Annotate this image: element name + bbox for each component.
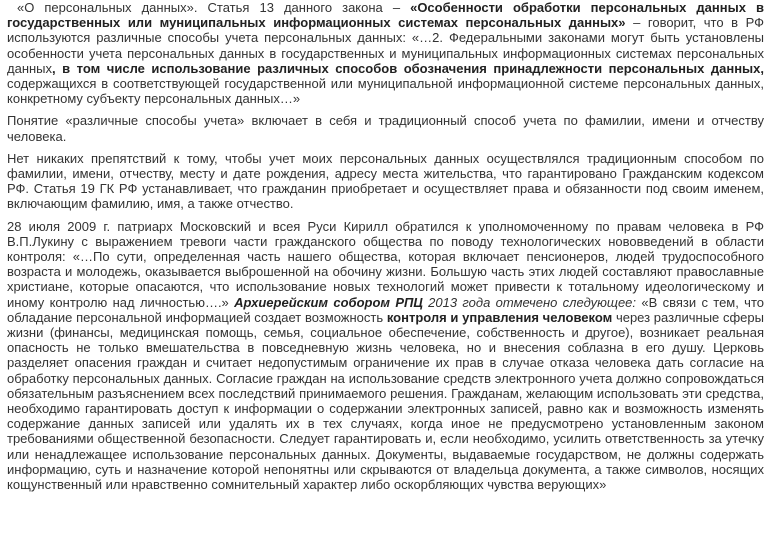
council-name: Архиерейским собором РПЦ	[234, 294, 423, 310]
text-segment: содержащихся в соответствующей государственной или муниципальной информационной системе персональных данных, конкретному субъекту персональных данных…»	[7, 76, 764, 107]
article-body	[7, 0, 764, 499]
emphasized-phrase: контроля и управления человеком	[386, 309, 613, 325]
paragraph-law-article-13	[7, 0, 764, 106]
text-segment: через различные сферы жизни (финансы, медицинская помощь, семья, социальное обеспечение, собственность и другое), возникает реальная опасность не только вмешательства в повседневную жизнь человека, но и внесения соблазна в его душу. Церковь разделяет опасения граждан и считает недопустимым ограничение их прав в случае отказа человека дать согласие на обработку персональных данных. Согласие граждан на использование средств электронного учета должно сопровождаться обязательным разъяснением всех последствий принимаемого решения. Гражданам, желающим использовать эти средства, необходимо гарантировать доступ к информации о содержании электронных записей, равно как и возможность изменять содержание данных записей или удалять их в тех случаях, когда иное не предусмотрено установленным законом требованиями общественной безопасности. Следует гарантировать и, если необходимо, усилить ответственность за утечку или ненадлежащее использование персональных данных. Документы, выдаваемые государством, не должны содержать информацию, суть и назначение которой непонятны или скрываются от владельца документа, а также символов, носящих кощунственный или нравственно сомнительный характер либо оскорбляющих чувства верующих»	[7, 309, 764, 493]
text-segment: 28 июля 2009 г. патриарх Московский и всея Руси Кирилл обратился к уполномоченному по правам человека в РФ В.П.Лукину с выражением тревоги части гражданского общества по поводу технологических нововведений в области контроля: «…По сути, определенная часть нашего общества, которая включает пенсионеров, людей трудоспособного возраста и молодежь, оказывается выброшенной на обочину жизни. Большую часть этих людей составляют православные христиане, которые опасаются, что использование новых технологий может привести к тотальному идеологическому и иному контролю над личностью….»	[7, 218, 764, 310]
emphasized-clause: , в том числе использование различных способов обозначения принадлежности персональных данных,	[52, 60, 764, 76]
law-article-title: «Особенности обработки персональных данных в государственных или муниципальных информационных системах персональных данных»	[7, 0, 764, 31]
text-segment: – говорит, что в РФ используются различные способы учета персональных данных: «…2. Федеральными законами могут быть установлены особенности учета персональных данных в государственных и муниципальных информационных системах персональных данных	[7, 15, 764, 76]
paragraph-patriarch-appeal	[7, 219, 764, 493]
text-segment: «О персональных данных». Статья 13 данного закона –	[17, 0, 411, 15]
paragraph-traditional-accounting: Нет никаких препятствий к тому, чтобы учет моих персональных данных осуществлялся традиционным способом по фамилии, имени, отчеству, месту и дате рождения, адресу места жительства, что гарантировано Гражданским кодексом РФ. Статья 19 ГК РФ устанавливает, что гражданин приобретает и осуществляет права и обязанности под своим именем, включающим фамилию, имя, а также отчество.	[7, 150, 764, 212]
paragraph-accounting-methods: Понятие «различные способы учета» включает в себя и традиционный способ учета по фамилии, имени и отчеству человека.	[7, 113, 764, 144]
text-segment: «В связи с тем, что обладание персональной информацией создает возможность	[7, 294, 764, 325]
council-year-note: 2013 года отмечено следующее:	[422, 294, 637, 310]
